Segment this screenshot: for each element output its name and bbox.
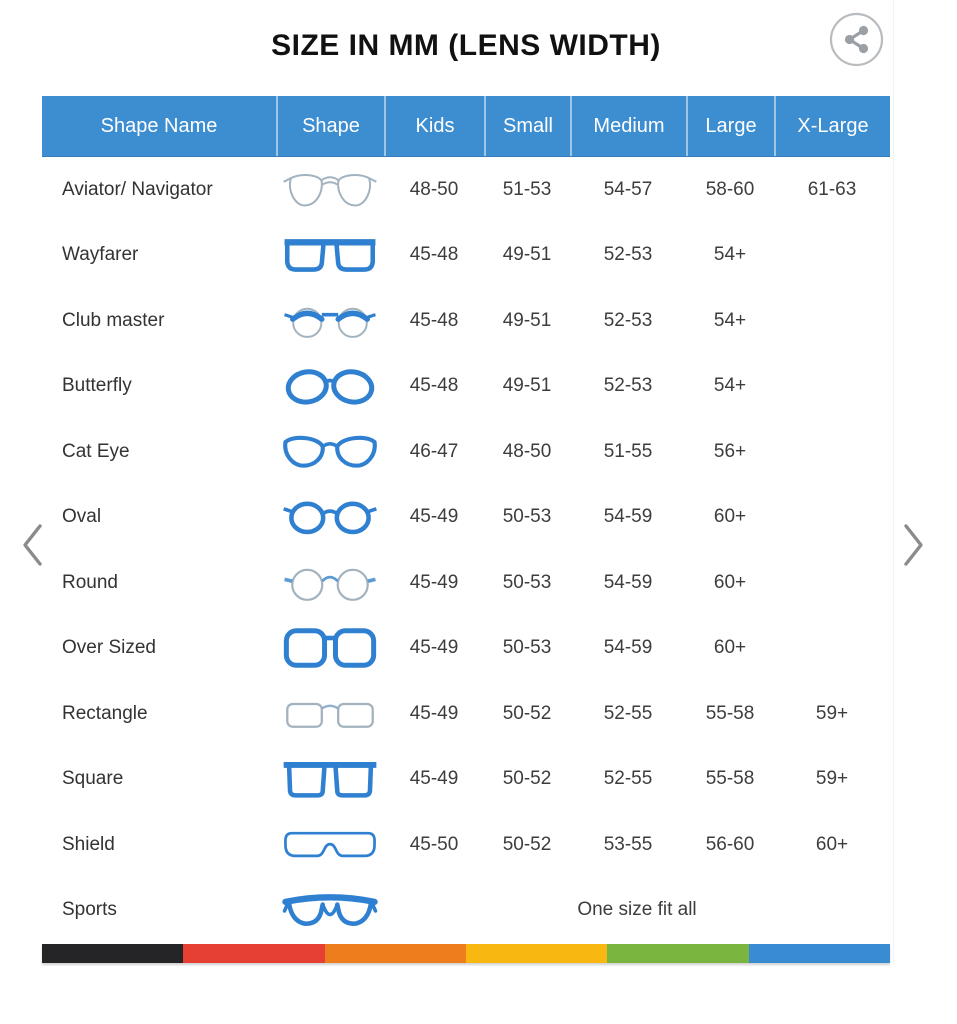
share-icon: [829, 55, 884, 70]
size-cell: 51-55: [603, 440, 653, 462]
sports-glasses-icon: [276, 884, 384, 936]
table-row: [42, 354, 890, 420]
size-cell: 45-48: [409, 375, 459, 397]
cateye-glasses-icon: [276, 426, 384, 478]
header-medium: Medium: [570, 96, 686, 156]
clubmaster-glasses-icon: [276, 295, 384, 347]
stripe-segment: [749, 944, 890, 963]
size-cell: 45-49: [409, 637, 459, 659]
header-small: Small: [484, 96, 570, 156]
size-cell: 60+: [815, 833, 849, 855]
size-cell: 56-60: [705, 833, 755, 855]
size-cell: 50-53: [502, 637, 552, 659]
shape-name: Over Sized: [62, 637, 156, 659]
table-header: [42, 96, 890, 157]
table-row: [42, 223, 890, 289]
size-cell: 52-55: [603, 702, 653, 724]
size-cell: 52-55: [603, 768, 653, 790]
carousel-page-divider: [893, 0, 894, 962]
size-cell: 52-53: [603, 375, 653, 397]
shape-name: Club master: [62, 309, 165, 331]
size-cell: 54+: [713, 244, 747, 266]
size-cell: 45-49: [409, 768, 459, 790]
size-cell: 54-59: [603, 637, 653, 659]
round-glasses-icon: [276, 557, 384, 609]
table-body: [42, 157, 890, 943]
size-cell: 52-53: [603, 244, 653, 266]
size-cell: 52-53: [603, 309, 653, 331]
table-row: [42, 419, 890, 485]
chevron-left-icon: [16, 557, 50, 572]
stripe-segment: [466, 944, 607, 963]
size-cell: 58-60: [705, 178, 755, 200]
size-cell: 45-48: [409, 244, 459, 266]
shape-name: Sports: [62, 899, 117, 921]
table-row: [42, 812, 890, 878]
table-row: [42, 550, 890, 616]
carousel-next-button[interactable]: [896, 521, 930, 569]
size-cell: 49-51: [502, 375, 552, 397]
size-cell: 51-53: [502, 178, 552, 200]
shape-name: Shield: [62, 833, 115, 855]
size-cell: 45-48: [409, 309, 459, 331]
size-cell: 60+: [713, 506, 747, 528]
size-cell: 50-53: [502, 571, 552, 593]
carousel-prev-button[interactable]: [16, 521, 50, 569]
size-cell: 55-58: [705, 702, 755, 724]
size-cell: 45-49: [409, 506, 459, 528]
size-cell: 46-47: [409, 440, 459, 462]
size-chart-card: [42, 0, 890, 963]
brand-color-stripe: [42, 944, 890, 963]
one-size-cell: One size fit all: [577, 899, 697, 921]
page-title: SIZE IN MM (LENS WIDTH): [271, 29, 661, 62]
header-xlarge: X-Large: [774, 96, 890, 156]
size-cell: 61-63: [807, 178, 857, 200]
size-cell: 49-51: [502, 309, 552, 331]
table-row: [42, 288, 890, 354]
shape-name: Oval: [62, 506, 102, 528]
shape-name: Square: [62, 768, 124, 790]
butterfly-glasses-icon: [276, 360, 384, 412]
header-large: Large: [686, 96, 774, 156]
size-cell: 48-50: [502, 440, 552, 462]
size-cell: 50-52: [502, 768, 552, 790]
size-cell: 45-50: [409, 833, 459, 855]
size-cell: 54-59: [603, 506, 653, 528]
size-cell: 54+: [713, 309, 747, 331]
size-cell: 49-51: [502, 244, 552, 266]
table-row: [42, 878, 890, 944]
table-row: [42, 485, 890, 551]
shape-name: Butterfly: [62, 375, 132, 397]
table-row: [42, 616, 890, 682]
aviator-glasses-icon: [276, 164, 384, 216]
stripe-segment: [183, 944, 324, 963]
title-row: [42, 0, 890, 96]
size-cell: 60+: [713, 637, 747, 659]
wayfarer-glasses-icon: [276, 229, 384, 281]
stripe-segment: [325, 944, 466, 963]
size-cell: 59+: [815, 702, 849, 724]
header-kids: Kids: [384, 96, 484, 156]
chevron-right-icon: [896, 557, 930, 572]
shield-glasses-icon: [276, 819, 384, 871]
square-glasses-icon: [276, 753, 384, 805]
oversized-glasses-icon: [276, 622, 384, 674]
stripe-segment: [42, 944, 183, 963]
size-cell: 54+: [713, 375, 747, 397]
size-cell: 53-55: [603, 833, 653, 855]
table-row: [42, 747, 890, 813]
shape-name: Wayfarer: [62, 244, 139, 266]
oval-glasses-icon: [276, 491, 384, 543]
shape-name: Aviator/ Navigator: [62, 178, 213, 200]
header-shape-name: Shape Name: [100, 114, 218, 137]
table-row: [42, 681, 890, 747]
size-cell: 50-52: [502, 833, 552, 855]
size-cell: 56+: [713, 440, 747, 462]
size-cell: 59+: [815, 768, 849, 790]
size-cell: 60+: [713, 571, 747, 593]
size-cell: 50-53: [502, 506, 552, 528]
header-shape: Shape: [276, 96, 384, 156]
rectangle-glasses-icon: [276, 688, 384, 740]
share-button[interactable]: [829, 12, 884, 67]
size-cell: 55-58: [705, 768, 755, 790]
size-cell: 45-49: [409, 702, 459, 724]
size-cell: 50-52: [502, 702, 552, 724]
stripe-segment: [607, 944, 748, 963]
size-cell: 48-50: [409, 178, 459, 200]
size-cell: 54-57: [603, 178, 653, 200]
shape-name: Cat Eye: [62, 440, 130, 462]
size-cell: 54-59: [603, 571, 653, 593]
size-cell: 45-49: [409, 571, 459, 593]
table-row: [42, 157, 890, 223]
shape-name: Round: [62, 571, 118, 593]
shape-name: Rectangle: [62, 702, 148, 724]
